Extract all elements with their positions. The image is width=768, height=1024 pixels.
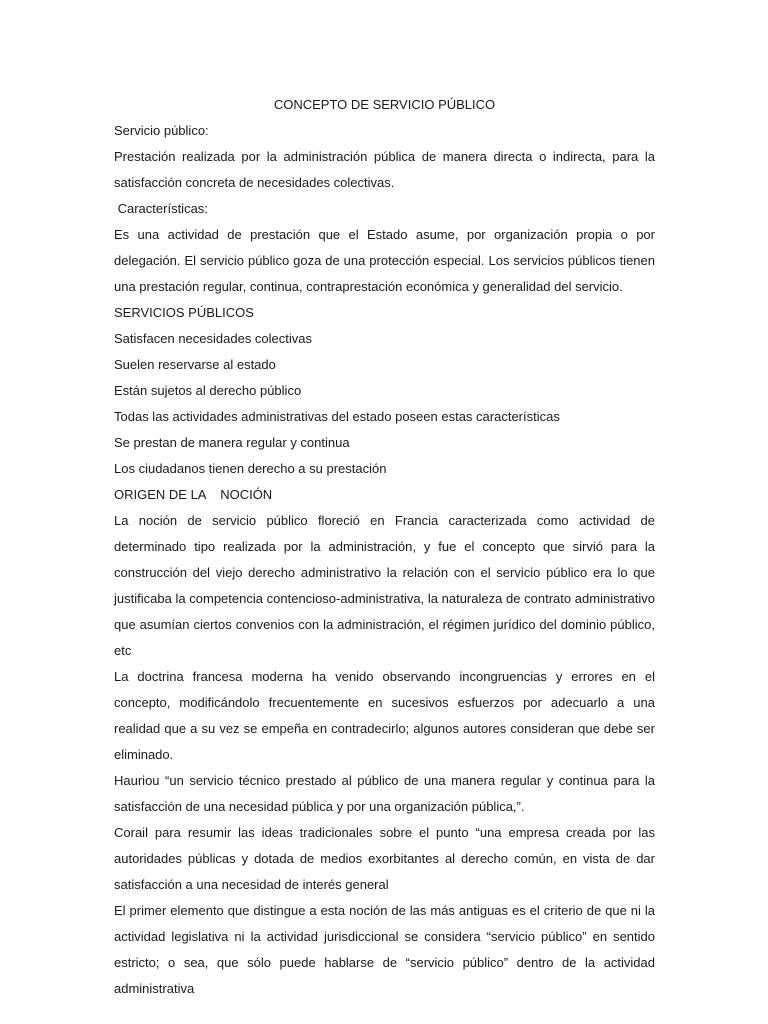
- characteristics-label: Características:: [114, 201, 208, 216]
- definition-text: Prestación realizada por la administración pública de manera directa o indirecta, para la satisfacción concreta de necesidades colectivas.: [114, 149, 655, 190]
- document-page: [114, 92, 655, 1002]
- list-item: Satisfacen necesidades colectivas: [114, 331, 313, 346]
- origin-paragraph: La noción de servicio público floreció en Francia caracterizada como actividad de determinado tipo realizada por la administración, y fue el concepto que sirvió para la construcción del viejo derecho administrativo la relación con el servicio público era lo que justificaba la competencia contencioso-administrativa, la naturaleza de contrato administrativo que asumían ciertos convenios con la administración, el régimen jurídico del dominio público, etc: [114, 513, 655, 658]
- origin-paragraph: Corail para resumir las ideas tradicionales sobre el punto “una empresa creada por las autoridades públicas y dotada de medios exorbitantes al derecho común, en vista de dar satisfacción a una necesidad de interés general: [114, 825, 655, 892]
- origin-paragraph: La doctrina francesa moderna ha venido observando incongruencias y errores en el concepto, modificándolo frecuentemente en sucesivos esfuerzos por adecuarlo a una realidad que a su vez se empeña en contradecirlo; algunos autores consideran que debe ser eliminado.: [114, 669, 655, 762]
- list-item: Los ciudadanos tienen derecho a su prestación: [114, 461, 387, 476]
- characteristics-text: Es una actividad de prestación que el Estado asume, por organización propia o por delegación. El servicio público goza de una protección especial. Los servicios públicos tienen una prestación regular, continua, contraprestación económica y generalidad del servicio.: [114, 227, 655, 294]
- list-item: Suelen reservarse al estado: [114, 357, 276, 372]
- origin-paragraph: El primer elemento que distingue a esta noción de las más antiguas es el criterio de que ni la actividad legislativa ni la actividad jurisdiccional se considera “servicio público” en sentido estricto; o sea, que sólo puede hablarse de “servicio público” dentro de la actividad administrativa: [114, 903, 655, 996]
- origin-paragraph: Hauriou “un servicio técnico prestado al público de una manera regular y continua para la satisfacción de una necesidad pública y por una organización pública,”.: [114, 773, 655, 814]
- document-title: CONCEPTO DE SERVICIO PÚBLICO: [273, 97, 496, 112]
- list-item: Todas las actividades administrativas del estado poseen estas características: [114, 409, 560, 424]
- services-list: [114, 326, 655, 482]
- list-item: Se prestan de manera regular y continua: [114, 435, 350, 450]
- services-heading: SERVICIOS PÚBLICOS: [114, 305, 254, 320]
- definition-label: Servicio público:: [114, 123, 209, 138]
- list-item: Están sujetos al derecho público: [114, 383, 302, 398]
- origin-heading: ORIGEN DE LA NOCIÓN: [114, 487, 273, 502]
